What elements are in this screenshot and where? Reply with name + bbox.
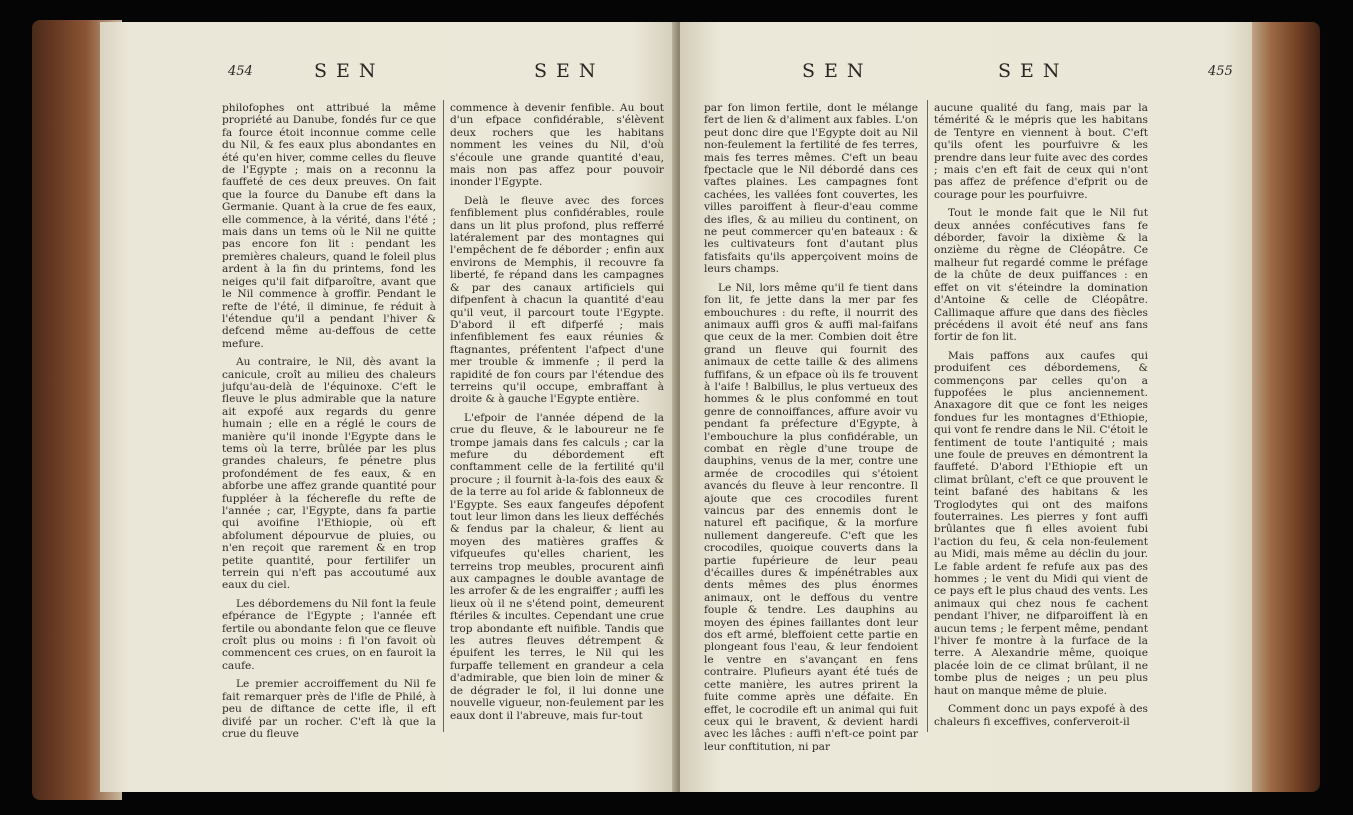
column-divider — [443, 100, 444, 732]
right-page — [680, 22, 1252, 792]
paragraph: Mais paffons aux caufes qui produifent ces débordemens, & commençons par celles qu'on a fuppofées le plus anciennement. Anaxagore dit que ce font les neiges fondues fur les montagnes d'Ethiopie, qui vont fe rendre dans le Nil. C'étoit le fentiment de toute l'antiquité ; mais une foule de preuves en démontrent la fauffeté. D'abord l'Ethiopie eft un climat brûlant, c'eft ce que prouvent le teint bafané des habitans & les Troglodytes qui ont des maifons fouterraines. Les pierres y font auffi brûlantes que fi elles avoient fubi l'action du feu, & cela non-feulement au Midi, mais même au déclin du jour. Le fable ardent fe refufe aux pas des hommes ; le vent du Midi qui vient de ce pays eft le plus chaud des vents. Les animaux qui chez nous fe cachent pendant l'hiver, ne difparoiffent là en aucun tems ; le ferpent même, pendant l'hiver fe montre à la furface de la terre. A Alexandrie même, quoique placée loin de ce climat brûlant, il ne tombe plus de neiges ; un peu plus haut on manque même de pluie. — [934, 349, 1148, 697]
paragraph: Delà le fleuve avec des forces fenfiblement plus confidérables, roule dans un lit plus profond, plus refferré latéralement par des montagnes qui l'empêchent de fe déborder ; enfin aux environs de Memphis, il recouvre fa liberté, fe répand dans les campagnes & par des canaux artificiels qui difpenfent à chacun la quantité d'eau qu'il veut, il parcourt toute l'Egypte. D'abord il eft difperfé ; mais infenfiblement fes eaux réunies & ftagnantes, préfentent l'afpect d'une mer trouble & immenfe ; il perd la rapidité de fon cours par l'étendue des terreins qu'il occupe, embraffant à droite & à gauche l'Egypte entière. — [450, 194, 664, 406]
paragraph: par fon limon fertile, dont le mélange fert de lien & d'aliment aux fables. L'on peut donc dire que l'Egypte doit au Nil non-feulement la fertilité de fes terres, mais fes terres mêmes. C'eft un beau fpectacle que le Nil débordé dans ces vaftes plaines. Les campagnes font cachées, les vallées font couvertes, les villes paroiffent à fleur-d'eau comme des ifles, & au milieu du continent, on ne peut commercer qu'en bateaux : & les cultivateurs font d'autant plus fatisfaits qu'ils apperçoivent moins de leurs champs. — [704, 102, 918, 276]
left-page-column-1 — [222, 102, 436, 746]
page-number-right: 455 — [1208, 64, 1233, 79]
column-divider — [927, 100, 928, 732]
running-head-left-2: SEN — [534, 60, 605, 82]
running-head-left-1: SEN — [314, 60, 385, 82]
paragraph: commence à devenir fenfible. Au bout d'un efpace confidérable, s'élèvent deux rochers que les habitans nomment les veines du Nil, d'où s'écoule une grande quantité d'eau, mais non pas affez pour pouvoir inonder l'Egypte. — [450, 102, 664, 189]
right-page-column-1 — [704, 102, 918, 759]
left-page — [100, 22, 678, 792]
page-number-left: 454 — [228, 64, 253, 79]
paragraph: Comment donc un pays expofé à des chaleurs fi exceffives, conferveroit-il — [934, 703, 1148, 728]
right-page-column-2 — [934, 102, 1148, 734]
paragraph: L'efpoir de l'année dépend de la crue du fleuve, & le laboureur ne fe trompe jamais dans fes calculs ; car la mefure du débordement eft conftamment celle de la fertilité qu'il procure ; il fournit à-la-fois des eaux & de la terre au fol aride & fablonneux de l'Egypte. Ses eaux fangeufes dépofent tout leur limon dans les lieux defféchés & fendus par la chaleur, & lient au moyen des matières graffes & vifqueufes qu'elles charient, les terreins trop meubles, procurent ainfi aux campagnes le double avantage de les arrofer & de les engraiffer ; auffi les lieux où il ne s'étend point, demeurent ftériles & incultes. Cependant une crue trop abondante eft nuifible. Tandis que les autres fleuves détrempent & épuifent les terres, le Nil qui les furpaffe tellement en grandeur a cela d'admirable, que bien loin de miner & de dégrader le fol, il lui donne une nouvelle vigueur, non-feulement par les eaux dont il l'abreuve, mais fur-tout — [450, 411, 664, 722]
paragraph: Le premier accroiffement du Nil fe fait remarquer près de l'ifle de Philé, à peu de diftance de cette ifle, il eft divifé par un rocher. C'eft là que la crue du fleuve — [222, 678, 436, 740]
paragraph: aucune qualité du fang, mais par la témérité & le mépris que les habitans de Tentyre en viennent à bout. C'eft qu'ils ofent les pourfuivre & les prendre dans leur fuite avec des cordes ; mais c'en eft fait de ceux qui n'ont pas affez de préfence d'efprit ou de courage pour les pourfuivre. — [934, 102, 1148, 201]
paragraph: Le Nil, lors même qu'il fe tient dans fon lit, fe jette dans la mer par fes embouchures : du refte, il nourrit des animaux auffi gros & auffi mal-faifans que ceux de la mer. Combien doit être grand un fleuve qui fournit des animaux de cette taille & des alimens fuffifans, & un efpace où ils fe trouvent à l'aife ! Balbillus, le plus vertueux des hommes & le plus confommé en tout genre de connoiffances, affure avoir vu pendant fa préfecture d'Egypte, à l'embouchure la plus confidérable, un combat en règle d'une troupe de dauphins, venus de la mer, contre une armée de crocodiles qui s'étoient avancés du fleuve à leur rencontre. Il ajoute que ces crocodiles furent vaincus par des ennemis dont le naturel eft pacifique, & la morfure nullement dangereufe. C'eft que les crocodiles, quoique couverts dans la partie fupérieure de leur peau d'écailles dures & impénétrables aux dents mêmes des plus énormes animaux, ont le deffous du ventre fouple & tendre. Les dauphins au moyen des épines faillantes dont leur dos eft armé, bleffoient cette partie en plongeant fous l'eau, & leur fendoient le ventre en s'avançant en fens contraire. Plufieurs ayant été tués de cette manière, les autres prirent la fuite comme après une défaite. En effet, le cocrodile eft un animal qui fuit ceux qui le bravent, & devient hardi avec les lâches : auffi n'eft-ce point par leur conftitution, ni par — [704, 281, 918, 753]
paragraph: philofophes ont attribué la même propriété au Danube, fondés fur ce que fa fource étoit inconnue comme celle du Nil, & fes eaux plus abondantes en été qu'en hiver, comme celles du fleuve de l'Egypte ; mais on a reconnu la fauffeté de ces deux preuves. On fait que la fource du Danube eft dans la Germanie. Quant à la crue de fes eaux, elle commence, à la vérité, dans l'été ; mais dans un tems où le Nil ne quitte pas encore fon lit : pendant les premières chaleurs, quand le foleil plus ardent à la fin du printems, fond les neiges qu'il fait difparoître, avant que le Nil commence à groffir. Pendant le refte de l'été, il diminue, fe réduit à l'étendue qu'il a pendant l'hiver & defcend même au-deffous de cette mefure. — [222, 102, 436, 350]
paragraph: Au contraire, le Nil, dès avant la canicule, croît au milieu des chaleurs jufqu'au-delà de l'équinoxe. C'eft le fleuve le plus admirable que la nature ait expofé aux regards du genre humain ; elle en a réglé le cours de manière qu'il inonde l'Egypte dans le tems où la terre, brûlée par les plus grandes chaleurs, fe pénetre plus profondément de fes eaux, & en abforbe une affez grande quantité pour fuppléer à la fécherefle du refte de l'année ; car, l'Egypte, dans fa partie qui avoifine l'Ethiopie, où eft abfolument dépourvue de pluies, ou n'en reçoit que rarement & en trop petite quantité, pour fertilifer un terrein qui n'eft pas accoutumé aux eaux du ciel. — [222, 356, 436, 592]
running-head-right-1: SEN — [802, 60, 873, 82]
running-head-right-2: SEN — [998, 60, 1069, 82]
paragraph: Les débordemens du Nil font la feule efpérance de l'Egypte ; l'année eft fertile ou abondante felon que ce fleuve croît plus ou moins : fi l'on favoit où commencent ces crues, on en fauroit la caufe. — [222, 597, 436, 672]
left-page-column-2 — [450, 102, 664, 728]
paragraph: Tout le monde fait que le Nil fut deux années confécutives fans fe déborder, favoir la dixième & la onzième du règne de Cléopâtre. Ce malheur fut regardé comme le préfage de la chûte de deux puiffances : en effet on vit s'éteindre la domination d'Antoine & celle de Cléopâtre. Callimaque affure que dans des fiècles précédens il avoit été neuf ans fans fortir de fon lit. — [934, 207, 1148, 344]
